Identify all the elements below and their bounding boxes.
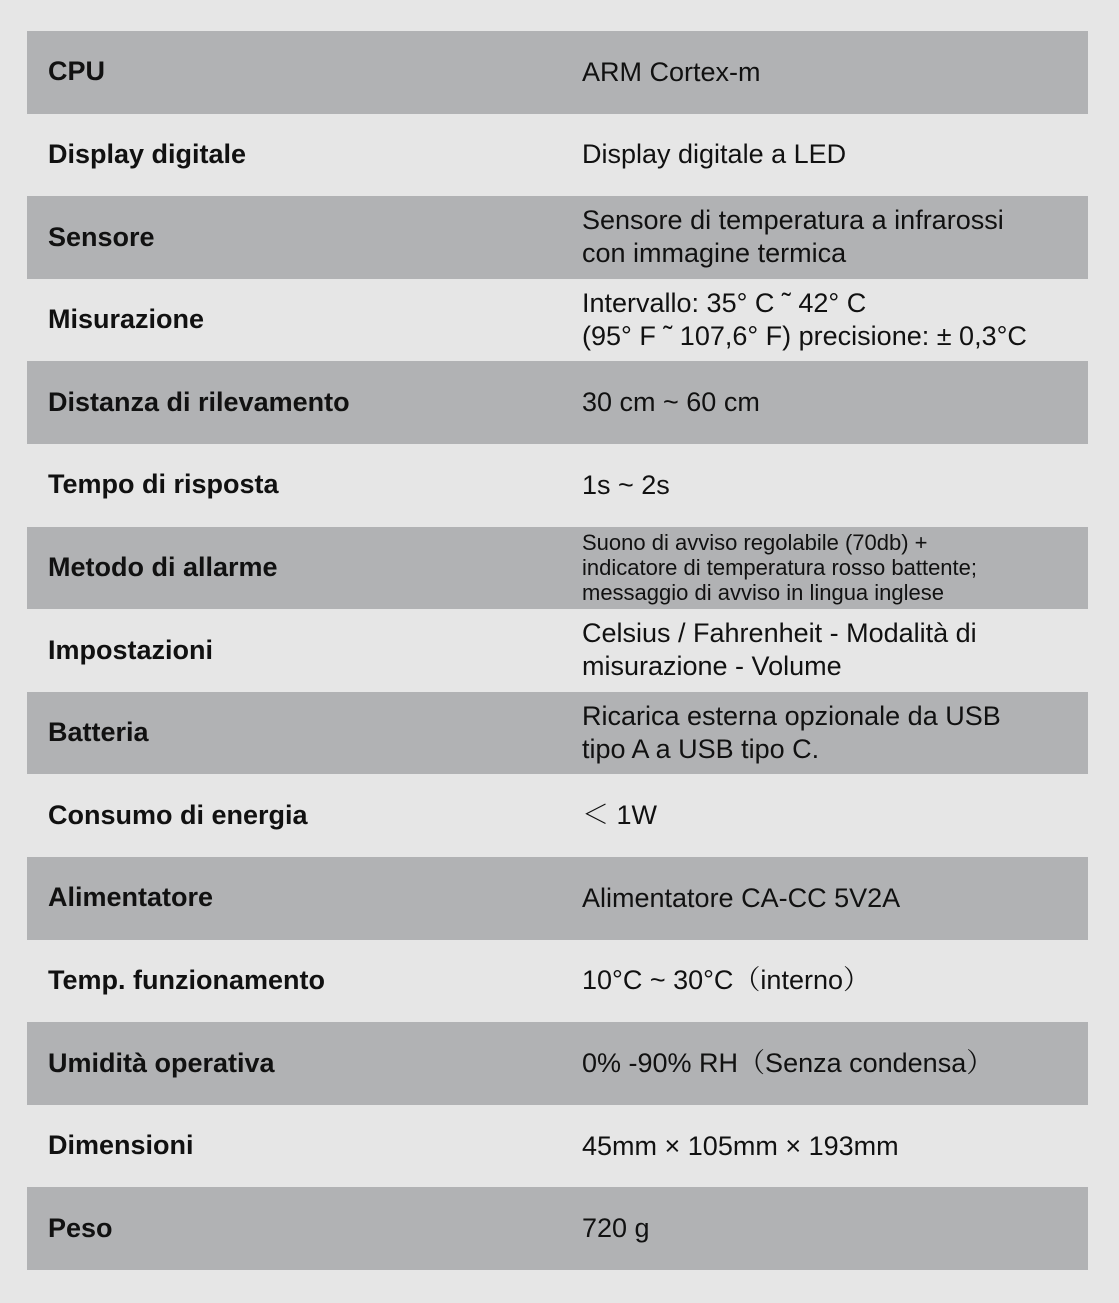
spec-value: Ricarica esterna opzionale da USB tipo A a USB tipo C.: [582, 701, 1001, 765]
spec-value: 30 cm ~ 60 cm: [582, 387, 760, 418]
spec-value: ARM Cortex-m: [582, 56, 761, 87]
spec-value: Sensore di temperatura a infrarossi con immagine termica: [582, 205, 1004, 269]
spec-row-power-consumption: [27, 774, 1088, 857]
spec-value: 0% -90% RH（Senza condensa）: [582, 1047, 994, 1078]
spec-row-alarm: [27, 527, 1088, 610]
spec-row-operating-temperature: [27, 940, 1088, 1023]
spec-label: Dimensioni: [48, 1130, 194, 1161]
spec-label: Impostazioni: [48, 634, 214, 665]
spec-label: Peso: [48, 1212, 113, 1243]
spec-label: Misurazione: [48, 304, 205, 335]
spec-table: [27, 31, 1088, 1270]
spec-row-operating-humidity: [27, 1022, 1088, 1105]
spec-label: Temp. funzionamento: [48, 964, 325, 995]
spec-value: 45mm × 105mm × 193mm: [582, 1130, 899, 1161]
spec-row-distance: [27, 361, 1088, 444]
spec-label: Alimentatore: [48, 882, 214, 913]
spec-label: Umidità operativa: [48, 1047, 275, 1078]
spec-row-battery: [27, 692, 1088, 775]
spec-row-weight: [27, 1187, 1088, 1270]
spec-value: Celsius / Fahrenheit - Modalità di misurazione - Volume: [582, 618, 977, 682]
spec-row-dimensions: [27, 1105, 1088, 1188]
spec-label: Display digitale: [48, 139, 247, 170]
spec-value: Alimentatore CA-CC 5V2A: [582, 882, 901, 913]
spec-label: Metodo di allarme: [48, 552, 278, 583]
spec-label: Sensore: [48, 221, 155, 252]
spec-value: Display digitale a LED: [582, 139, 847, 170]
spec-value: 10°C ~ 30°C（interno）: [582, 965, 870, 996]
spec-row-power-supply: [27, 857, 1088, 940]
spec-row-response-time: [27, 444, 1088, 527]
spec-label: Consumo di energia: [48, 799, 308, 830]
spec-label: Distanza di rilevamento: [48, 386, 350, 417]
spec-row-settings: [27, 609, 1088, 692]
spec-row-cpu: [27, 31, 1088, 114]
spec-value: 720 g: [582, 1213, 650, 1244]
spec-label: CPU: [48, 56, 106, 87]
spec-row-display: [27, 114, 1088, 197]
spec-value: Intervallo: 35° C ˜ 42° C (95° F ˜ 107,6° F) precisione: ± 0,3°C: [582, 288, 1027, 352]
spec-row-measurement: [27, 279, 1088, 362]
spec-label: Tempo di risposta: [48, 469, 279, 500]
spec-row-sensor: [27, 196, 1088, 279]
spec-value: 1s ~ 2s: [582, 469, 670, 500]
spec-value: ＜ 1W: [582, 800, 658, 831]
spec-value: Suono di avviso regolabile (70db) + indicatore di temperatura rosso battente; messaggio di avviso in lingua inglese: [582, 530, 978, 606]
spec-label: Batteria: [48, 717, 149, 748]
